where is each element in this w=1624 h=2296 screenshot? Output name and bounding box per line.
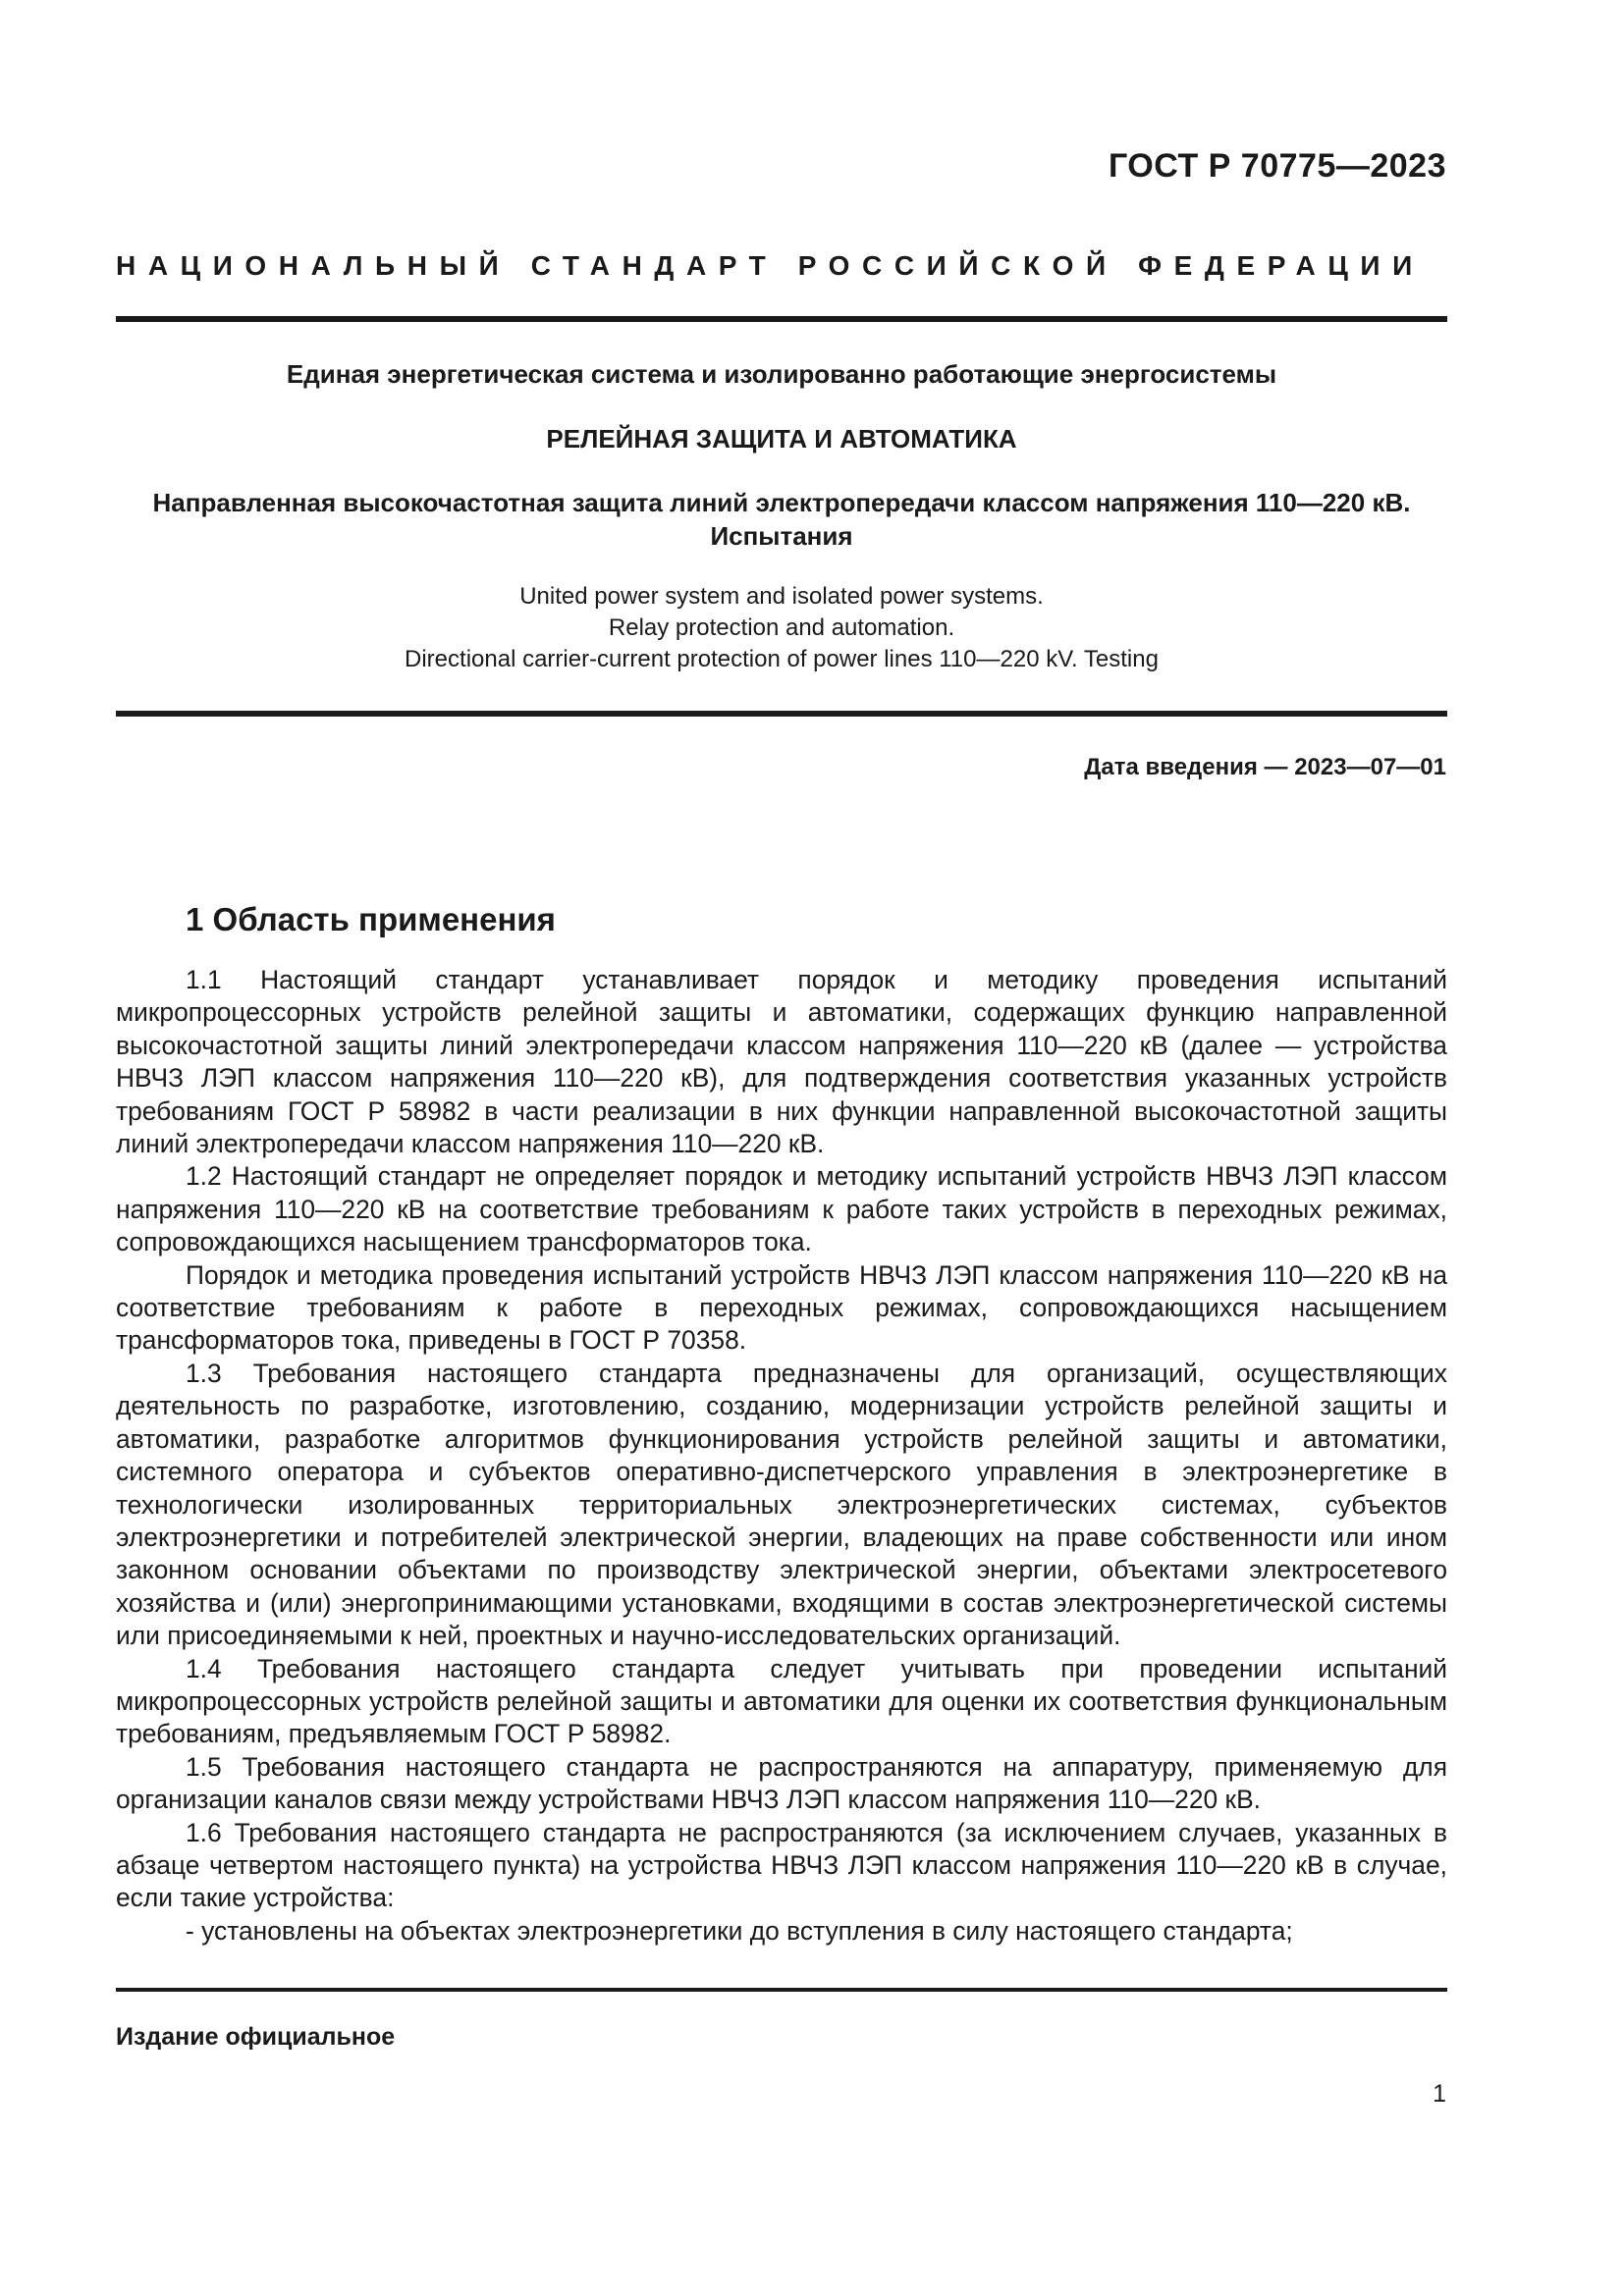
section-heading: 1 Область применения	[186, 901, 556, 937]
paragraph: 1.1 Настоящий стандарт устанавливает порядок и методику проведения испытаний микропроцессорных устройств релейной защиты и автоматики, содержащих функцию направленной высокочастотной защиты линий электропередачи классом напряжения 110—220 кВ (далее — устройства НВЧЗ ЛЭП классом напряжения 110—220 кВ), для подтверждения соответствия указанных устройств требованиям ГОСТ Р 58982 в части реализации в них функции направленной высокочастотной защиты линий электропередачи классом напряжения 110—220 кВ.	[116, 965, 1447, 1159]
paragraph: 1.3 Требования настоящего стандарта предназначены для организаций, осуществляющих деятельность по разработке, изготовлению, созданию, модернизации устройств релейной защиты и автоматики, разработке алгоритмов функционирования устройств релейной защиты и автоматики, системного оператора и субъектов оперативно-диспетчерского управления в электроэнергетике в технологически изолированных территориальных электроэнергетических системах, субъектов электроэнергетики и потребителей электрической энергии, владеющих на праве собственности или ином законном основании объектами по производству электрической энергии, объектами электросетевого хозяйства и (или) энергопринимающими установками, входящими в состав электроэнергетической системы или присоединяемыми к ней, проектных и научно-исследовательских организаций.	[116, 1358, 1447, 1651]
title-subject-line: Испытания	[710, 521, 853, 551]
paragraph: 1.2 Настоящий стандарт не определяет порядок и методику испытаний устройств НВЧЗ ЛЭП классом напряжения 110—220 кВ на соответствие требованиям к работе таких устройств в переходных режимах, сопровождающихся насыщением трансформаторов тока.	[116, 1161, 1447, 1257]
paragraph: 1.5 Требования настоящего стандарта не распространяются на аппаратуру, применяемую для организации каналов связи между устройствами НВЧЗ ЛЭП классом напряжения 110—220 кВ.	[116, 1751, 1447, 1815]
edition-label: Издание официальное	[116, 2023, 396, 2051]
title-subject-line: Направленная высокочастотная защита линий электропередачи классом напряжения 110—220 кВ.	[152, 488, 1411, 517]
national-standard-banner: НАЦИОНАЛЬНЫЙ СТАНДАРТ РОССИЙСКОЙ ФЕДЕРАЦИИ	[116, 250, 1425, 281]
title-divider	[116, 711, 1447, 717]
english-title-line: Directional carrier-current protection of power lines 110—220 kV. Testing	[405, 646, 1159, 672]
paragraph: 1.6 Требования настоящего стандарта не распространяются (за исключением случаев, указанных в абзаце четвертом настоящего пункта) на устройства НВЧЗ ЛЭП классом напряжения 110—220 кВ в случае, если такие устройства:	[116, 1817, 1447, 1913]
title-subject	[116, 486, 1447, 553]
page-number: 1	[1433, 2080, 1446, 2108]
list-item: - установлены на объектах электроэнергетики до вступления в силу настоящего стандарта;	[186, 1915, 1293, 1946]
document-code: ГОСТ Р 70775—2023	[1108, 147, 1446, 185]
english-title-line: United power system and isolated power systems.	[519, 583, 1044, 610]
top-divider	[116, 316, 1447, 322]
paragraph: 1.4 Требования настоящего стандарта следует учитывать при проведении испытаний микропроцессорных устройств релейной защиты и автоматики для оценки их соответствия функциональным требованиям, предъявляемым ГОСТ Р 58982.	[116, 1653, 1447, 1749]
title-main: РЕЛЕЙНАЯ ЗАЩИТА И АВТОМАТИКА	[546, 424, 1017, 454]
paragraph: Порядок и методика проведения испытаний устройств НВЧЗ ЛЭП классом напряжения 110—220 кВ на соответствие требованиям к работе в переходных режимах, сопровождающихся насыщением трансформаторов тока, приведены в ГОСТ Р 70358.	[116, 1259, 1447, 1356]
footer-divider	[116, 1988, 1447, 1992]
english-title	[116, 581, 1447, 675]
title-system: Единая энергетическая система и изолированно работающие энергосистемы	[286, 359, 1277, 389]
introduction-date: Дата введения — 2023—07—01	[1084, 754, 1446, 780]
english-title-line: Relay protection and automation.	[608, 614, 955, 641]
section-body	[116, 964, 1447, 1948]
